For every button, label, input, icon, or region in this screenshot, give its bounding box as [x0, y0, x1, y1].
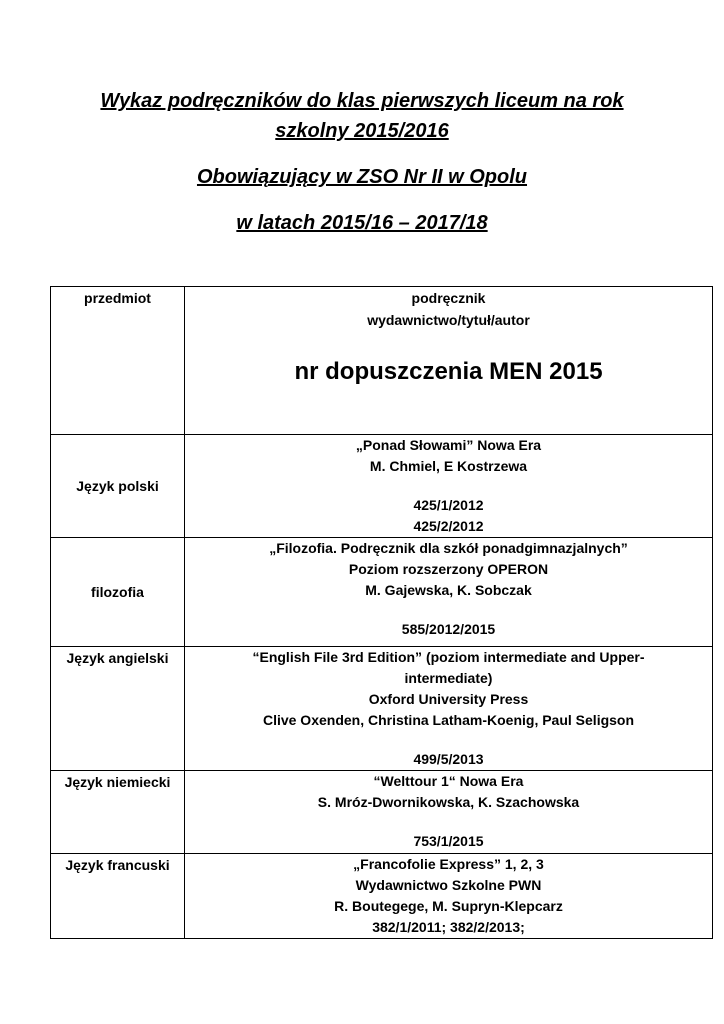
title-line-1: Wykaz podręczników do klas pierwszych liceum na rok [100, 90, 624, 112]
book-line: „Ponad Słowami” Nowa Era [355, 437, 542, 453]
book-line: S. Mróz-Dwornikowska, K. Szachowska [317, 794, 580, 810]
approval-number: 382/1/2011; 382/2/2013; [372, 919, 525, 935]
document-title [60, 86, 664, 238]
book-line: M. Chmiel, E Kostrzewa [369, 458, 528, 474]
book-cell [185, 538, 713, 647]
header-book [185, 287, 713, 435]
table-row [51, 435, 713, 538]
book-line: „Filozofia. Podręcznik dla szkół ponadgimnazjalnych” [269, 540, 628, 556]
subject-cell: Język polski [51, 435, 185, 538]
approval-number: 753/1/2015 [413, 833, 484, 849]
header-approval: nr dopuszczenia MEN 2015 [294, 358, 603, 385]
approval-number: 499/5/2013 [413, 751, 484, 767]
book-line: Clive Oxenden, Christina Latham-Koenig, Paul Seligson [262, 712, 635, 728]
subject-cell: Język francuski [51, 854, 185, 939]
book-line: “Welttour 1“ Nowa Era [373, 773, 524, 789]
subject-cell: Język niemiecki [51, 771, 185, 854]
header-subject: przedmiot [51, 287, 185, 435]
approval-number: 425/1/2012 [413, 497, 484, 513]
book-line: “English File 3rd Edition” (poziom intermediate and Upper- [252, 649, 645, 665]
table-row [51, 854, 713, 939]
textbook-table [50, 286, 713, 939]
book-cell [185, 647, 713, 771]
book-line: Oxford University Press [368, 691, 529, 707]
book-line: „Francofolie Express” 1, 2, 3 [353, 856, 544, 872]
table-row [51, 771, 713, 854]
subject-cell: filozofia [51, 538, 185, 647]
book-line: R. Boutegege, M. Supryn-Klepcarz [334, 898, 563, 914]
book-cell [185, 435, 713, 538]
book-line: Wydawnictwo Szkolne PWN [355, 877, 542, 893]
subject-cell: Język angielski [51, 647, 185, 771]
approval-number: 425/2/2012 [413, 518, 484, 534]
header-book-line-2: wydawnictwo/tytuł/autor [367, 312, 530, 328]
title-line-3: Obowiązujący w ZSO Nr II w Opolu [196, 166, 528, 188]
table-row [51, 647, 713, 771]
book-line: intermediate) [404, 670, 493, 686]
approval-number: 585/2012/2015 [401, 621, 496, 637]
header-book-line-1: podręcznik [411, 290, 486, 306]
table-row [51, 538, 713, 647]
book-line: Poziom rozszerzony OPERON [348, 561, 549, 577]
title-line-2: szkolny 2015/2016 [275, 120, 449, 142]
book-cell [185, 771, 713, 854]
book-cell [185, 854, 713, 939]
table-header-row [51, 287, 713, 435]
book-line: M. Gajewska, K. Sobczak [365, 582, 532, 598]
title-line-4: w latach 2015/16 – 2017/18 [236, 212, 488, 234]
